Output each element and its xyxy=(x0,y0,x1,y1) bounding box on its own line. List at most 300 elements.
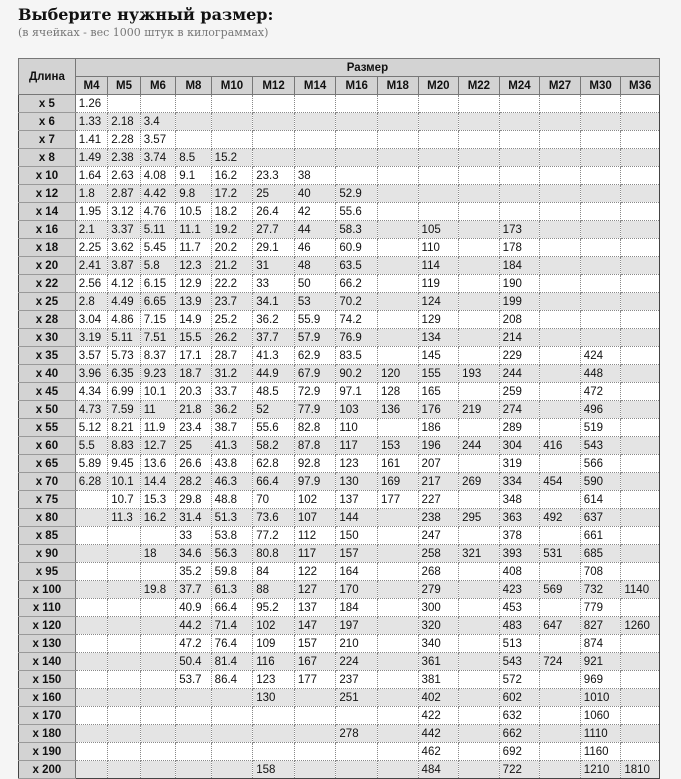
weight-cell xyxy=(540,257,581,275)
weight-cell: 137 xyxy=(294,599,336,617)
table-row xyxy=(19,455,660,473)
weight-cell: 70.2 xyxy=(336,293,378,311)
weight-cell xyxy=(75,707,107,725)
weight-cell xyxy=(621,113,660,131)
weight-cell: 105 xyxy=(418,221,459,239)
weight-cell: 20.2 xyxy=(211,239,253,257)
weight-cell: 145 xyxy=(418,347,459,365)
weight-cell xyxy=(108,707,140,725)
weight-cell xyxy=(580,293,621,311)
weight-cell xyxy=(540,401,581,419)
weight-cell: 484 xyxy=(418,761,459,779)
weight-cell xyxy=(621,509,660,527)
weight-cell xyxy=(621,275,660,293)
table-row xyxy=(19,95,660,113)
weight-cell xyxy=(377,707,418,725)
weight-cell: 279 xyxy=(418,581,459,599)
weight-cell xyxy=(499,131,540,149)
size-labels-row xyxy=(19,77,660,95)
weight-cell xyxy=(75,581,107,599)
weight-cell xyxy=(377,95,418,113)
weight-cell: 62.8 xyxy=(253,455,295,473)
weight-cell: 11 xyxy=(140,401,175,419)
weight-cell xyxy=(140,617,175,635)
weight-cell: 58.3 xyxy=(336,221,378,239)
length-label: x 7 xyxy=(19,131,76,149)
weight-cell xyxy=(377,167,418,185)
size-label-m4: M4 xyxy=(75,77,107,95)
weight-cell xyxy=(540,563,581,581)
weight-cell xyxy=(211,761,253,779)
weight-cell xyxy=(253,725,295,743)
weight-cell: 19.2 xyxy=(211,221,253,239)
weight-cell: 454 xyxy=(540,473,581,491)
table-row xyxy=(19,167,660,185)
weight-cell xyxy=(176,689,211,707)
weight-cell xyxy=(377,563,418,581)
weight-cell xyxy=(211,689,253,707)
weight-cell xyxy=(75,545,107,563)
weight-cell: 178 xyxy=(499,239,540,257)
weight-cell xyxy=(75,761,107,779)
weight-cell xyxy=(540,671,581,689)
table-row xyxy=(19,275,660,293)
weight-cell: 61.3 xyxy=(211,581,253,599)
weight-cell: 41.3 xyxy=(211,437,253,455)
weight-cell xyxy=(459,185,500,203)
weight-cell: 48.5 xyxy=(253,383,295,401)
weight-cell: 424 xyxy=(580,347,621,365)
weight-cell: 58.2 xyxy=(253,437,295,455)
weight-cell: 124 xyxy=(418,293,459,311)
weight-cell xyxy=(540,167,581,185)
weight-cell: 1110 xyxy=(580,725,621,743)
weight-cell xyxy=(294,689,336,707)
weight-cell: 321 xyxy=(459,545,500,563)
weight-cell xyxy=(336,95,378,113)
weight-cell: 827 xyxy=(580,617,621,635)
weight-cell xyxy=(75,491,107,509)
weight-cell xyxy=(377,311,418,329)
weight-cell: 17.2 xyxy=(211,185,253,203)
length-label: x 14 xyxy=(19,203,76,221)
weight-cell: 26.6 xyxy=(176,455,211,473)
weight-cell: 408 xyxy=(499,563,540,581)
weight-cell xyxy=(499,185,540,203)
length-label: x 18 xyxy=(19,239,76,257)
weight-cell xyxy=(540,527,581,545)
weight-cell: 8.21 xyxy=(108,419,140,437)
weight-cell: 16.2 xyxy=(211,167,253,185)
weight-cell: 86.4 xyxy=(211,671,253,689)
weight-cell xyxy=(377,725,418,743)
weight-cell: 53 xyxy=(294,293,336,311)
weight-cell xyxy=(621,383,660,401)
weight-cell: 361 xyxy=(418,653,459,671)
weight-cell: 57.9 xyxy=(294,329,336,347)
weight-cell: 722 xyxy=(499,761,540,779)
size-label-m10: M10 xyxy=(211,77,253,95)
weight-cell xyxy=(459,581,500,599)
weight-cell xyxy=(621,203,660,221)
weight-cell: 33.7 xyxy=(211,383,253,401)
weight-cell: 1.41 xyxy=(75,131,107,149)
weight-cell xyxy=(540,725,581,743)
length-label: x 22 xyxy=(19,275,76,293)
weight-cell: 110 xyxy=(336,419,378,437)
weight-cell: 2.25 xyxy=(75,239,107,257)
weight-cell: 1.33 xyxy=(75,113,107,131)
weight-cell xyxy=(108,599,140,617)
weight-cell xyxy=(418,149,459,167)
weight-cell: 23.4 xyxy=(176,419,211,437)
weight-cell: 112 xyxy=(294,527,336,545)
weight-cell: 278 xyxy=(336,725,378,743)
weight-cell: 5.45 xyxy=(140,239,175,257)
weight-cell: 448 xyxy=(580,365,621,383)
weight-cell xyxy=(540,365,581,383)
weight-cell: 95.2 xyxy=(253,599,295,617)
weight-cell: 70 xyxy=(253,491,295,509)
weight-cell: 472 xyxy=(580,383,621,401)
weight-cell: 27.7 xyxy=(253,221,295,239)
table-row xyxy=(19,329,660,347)
weight-cell xyxy=(540,185,581,203)
length-label: x 120 xyxy=(19,617,76,635)
weight-cell xyxy=(459,131,500,149)
weight-cell: 416 xyxy=(540,437,581,455)
weight-cell: 2.63 xyxy=(108,167,140,185)
weight-cell: 33 xyxy=(253,275,295,293)
weight-cell: 5.89 xyxy=(75,455,107,473)
weight-cell: 48 xyxy=(294,257,336,275)
weight-cell xyxy=(336,707,378,725)
weight-cell xyxy=(459,167,500,185)
weight-cell: 66.2 xyxy=(336,275,378,293)
weight-cell xyxy=(294,149,336,167)
weight-cell xyxy=(377,347,418,365)
table-row xyxy=(19,581,660,599)
weight-cell xyxy=(540,149,581,167)
weight-cell xyxy=(108,761,140,779)
weight-cell: 15.2 xyxy=(211,149,253,167)
weight-cell xyxy=(140,671,175,689)
weight-cell xyxy=(176,761,211,779)
size-label-m18: M18 xyxy=(377,77,418,95)
length-label: x 170 xyxy=(19,707,76,725)
weight-cell: 340 xyxy=(418,635,459,653)
length-label: x 180 xyxy=(19,725,76,743)
weight-cell xyxy=(540,455,581,473)
weight-cell: 109 xyxy=(253,635,295,653)
weight-cell: 3.12 xyxy=(108,203,140,221)
weight-cell: 295 xyxy=(459,509,500,527)
weight-cell xyxy=(580,329,621,347)
weight-cell: 4.76 xyxy=(140,203,175,221)
weight-cell xyxy=(377,275,418,293)
weight-cell: 2.87 xyxy=(108,185,140,203)
table-row xyxy=(19,635,660,653)
weight-cell xyxy=(540,689,581,707)
size-label-m22: M22 xyxy=(459,77,500,95)
table-row xyxy=(19,527,660,545)
table-row xyxy=(19,437,660,455)
weight-cell xyxy=(621,455,660,473)
weight-cell: 1260 xyxy=(621,617,660,635)
weight-cell: 177 xyxy=(377,491,418,509)
length-label: x 65 xyxy=(19,455,76,473)
weight-cell xyxy=(580,131,621,149)
weight-cell xyxy=(459,311,500,329)
length-label: x 75 xyxy=(19,491,76,509)
weight-cell xyxy=(540,293,581,311)
weight-cell: 569 xyxy=(540,581,581,599)
weight-cell: 11.1 xyxy=(176,221,211,239)
weight-cell xyxy=(621,347,660,365)
weight-cell xyxy=(580,257,621,275)
weight-cell: 15.3 xyxy=(140,491,175,509)
weight-cell: 2.28 xyxy=(108,131,140,149)
weight-cell xyxy=(459,221,500,239)
weight-cell: 144 xyxy=(336,509,378,527)
weight-cell: 38 xyxy=(294,167,336,185)
weight-cell: 6.35 xyxy=(108,365,140,383)
weight-cell: 23.3 xyxy=(253,167,295,185)
weight-cell xyxy=(294,707,336,725)
table-row xyxy=(19,149,660,167)
weight-cell xyxy=(499,149,540,167)
weight-cell xyxy=(336,761,378,779)
length-label: x 40 xyxy=(19,365,76,383)
weight-cell: 6.99 xyxy=(108,383,140,401)
weight-cell xyxy=(459,617,500,635)
weight-cell xyxy=(377,293,418,311)
size-label-m5: M5 xyxy=(108,77,140,95)
weight-cell: 157 xyxy=(336,545,378,563)
weight-cell: 4.08 xyxy=(140,167,175,185)
weight-cell: 708 xyxy=(580,563,621,581)
weight-cell: 97.1 xyxy=(336,383,378,401)
weight-cell: 123 xyxy=(253,671,295,689)
weight-cell: 128 xyxy=(377,383,418,401)
weight-cell: 81.4 xyxy=(211,653,253,671)
weight-cell: 59.8 xyxy=(211,563,253,581)
weight-cell: 62.9 xyxy=(294,347,336,365)
weight-cell: 531 xyxy=(540,545,581,563)
weight-cell: 2.41 xyxy=(75,257,107,275)
weight-cell xyxy=(621,491,660,509)
weight-cell: 8.37 xyxy=(140,347,175,365)
weight-cell xyxy=(75,653,107,671)
weight-cell: 462 xyxy=(418,743,459,761)
weight-cell: 14.4 xyxy=(140,473,175,491)
length-label: x 45 xyxy=(19,383,76,401)
weight-cell xyxy=(459,761,500,779)
weight-cell xyxy=(140,707,175,725)
weight-cell: 77.9 xyxy=(294,401,336,419)
weight-cell xyxy=(459,95,500,113)
weight-cell xyxy=(499,167,540,185)
weight-cell xyxy=(621,725,660,743)
weight-cell: 150 xyxy=(336,527,378,545)
length-label: x 60 xyxy=(19,437,76,455)
weight-cell: 71.4 xyxy=(211,617,253,635)
weight-cell: 43.8 xyxy=(211,455,253,473)
weight-cell xyxy=(211,113,253,131)
weight-cell: 102 xyxy=(253,617,295,635)
weight-cell: 177 xyxy=(294,671,336,689)
weight-cell: 55.6 xyxy=(253,419,295,437)
weight-cell xyxy=(621,149,660,167)
weight-cell xyxy=(377,509,418,527)
weight-cell: 84 xyxy=(253,563,295,581)
weight-cell: 44.9 xyxy=(253,365,295,383)
weight-cell: 25 xyxy=(176,437,211,455)
weight-cell: 1060 xyxy=(580,707,621,725)
weight-cell: 483 xyxy=(499,617,540,635)
weight-cell xyxy=(621,365,660,383)
length-label: x 130 xyxy=(19,635,76,653)
weight-cell xyxy=(540,113,581,131)
weight-cell: 25 xyxy=(253,185,295,203)
length-label: x 95 xyxy=(19,563,76,581)
weight-cell xyxy=(418,185,459,203)
weight-cell: 874 xyxy=(580,635,621,653)
weight-cell xyxy=(459,527,500,545)
weight-cell xyxy=(108,545,140,563)
weight-cell: 5.11 xyxy=(140,221,175,239)
weight-cell xyxy=(540,95,581,113)
weight-cell xyxy=(580,311,621,329)
weight-cell: 3.62 xyxy=(108,239,140,257)
weight-cell xyxy=(621,401,660,419)
weight-cell: 4.49 xyxy=(108,293,140,311)
weight-cell xyxy=(621,527,660,545)
weight-cell: 21.8 xyxy=(176,401,211,419)
weight-cell xyxy=(621,131,660,149)
weight-cell: 637 xyxy=(580,509,621,527)
weight-cell: 5.11 xyxy=(108,329,140,347)
weight-cell xyxy=(211,707,253,725)
weight-cell: 10.1 xyxy=(140,383,175,401)
length-label: x 25 xyxy=(19,293,76,311)
weight-cell: 35.2 xyxy=(176,563,211,581)
weight-cell: 31.4 xyxy=(176,509,211,527)
weight-cell xyxy=(621,437,660,455)
weight-cell xyxy=(377,239,418,257)
weight-cell: 40.9 xyxy=(176,599,211,617)
weight-cell xyxy=(336,113,378,131)
weight-cell: 647 xyxy=(540,617,581,635)
weight-cell xyxy=(621,185,660,203)
weight-cell xyxy=(294,761,336,779)
weight-cell xyxy=(75,617,107,635)
weight-cell: 31 xyxy=(253,257,295,275)
weight-cell xyxy=(211,131,253,149)
weight-cell: 34.1 xyxy=(253,293,295,311)
weight-cell xyxy=(459,203,500,221)
weight-cell: 2.1 xyxy=(75,221,107,239)
weight-cell: 402 xyxy=(418,689,459,707)
weight-cell xyxy=(108,653,140,671)
size-label-m24: M24 xyxy=(499,77,540,95)
length-label: x 90 xyxy=(19,545,76,563)
weight-cell xyxy=(253,131,295,149)
weight-cell: 3.37 xyxy=(108,221,140,239)
weight-cell xyxy=(75,725,107,743)
weight-cell: 76.4 xyxy=(211,635,253,653)
weight-cell xyxy=(459,257,500,275)
weight-cell: 8.5 xyxy=(176,149,211,167)
weight-cell: 614 xyxy=(580,491,621,509)
weight-cell: 20.3 xyxy=(176,383,211,401)
weight-cell: 19.8 xyxy=(140,581,175,599)
weight-cell: 219 xyxy=(459,401,500,419)
weight-cell xyxy=(540,383,581,401)
weight-cell: 237 xyxy=(336,671,378,689)
weight-cell: 1.26 xyxy=(75,95,107,113)
weight-cell: 74.2 xyxy=(336,311,378,329)
weight-cell: 3.96 xyxy=(75,365,107,383)
weight-cell xyxy=(459,653,500,671)
length-label: x 140 xyxy=(19,653,76,671)
size-header: Размер xyxy=(75,59,659,77)
weight-cell xyxy=(294,743,336,761)
weight-cell xyxy=(377,581,418,599)
weight-cell: 77.2 xyxy=(253,527,295,545)
weight-cell: 244 xyxy=(459,437,500,455)
weight-cell: 147 xyxy=(294,617,336,635)
weight-cell: 53.8 xyxy=(211,527,253,545)
weight-cell: 29.1 xyxy=(253,239,295,257)
weight-cell: 348 xyxy=(499,491,540,509)
size-label-m8: M8 xyxy=(176,77,211,95)
weight-cell: 259 xyxy=(499,383,540,401)
weight-cell xyxy=(459,419,500,437)
length-label: x 80 xyxy=(19,509,76,527)
size-label-m14: M14 xyxy=(294,77,336,95)
weight-cell xyxy=(621,707,660,725)
table-row xyxy=(19,221,660,239)
table-row xyxy=(19,185,660,203)
weight-cell xyxy=(459,347,500,365)
weight-cell xyxy=(377,185,418,203)
weight-cell xyxy=(377,149,418,167)
weight-cell: 184 xyxy=(336,599,378,617)
size-label-m6: M6 xyxy=(140,77,175,95)
weight-cell xyxy=(253,149,295,167)
weight-cell: 46 xyxy=(294,239,336,257)
length-label: x 6 xyxy=(19,113,76,131)
weight-cell xyxy=(540,221,581,239)
length-label: x 190 xyxy=(19,743,76,761)
weight-cell: 130 xyxy=(253,689,295,707)
weight-cell: 543 xyxy=(499,653,540,671)
weight-cell: 103 xyxy=(336,401,378,419)
weight-cell: 73.6 xyxy=(253,509,295,527)
weight-cell: 44 xyxy=(294,221,336,239)
table-row xyxy=(19,401,660,419)
weight-cell: 46.3 xyxy=(211,473,253,491)
table-row xyxy=(19,725,660,743)
length-label: x 20 xyxy=(19,257,76,275)
weight-cell xyxy=(540,329,581,347)
table-row xyxy=(19,761,660,779)
weight-cell: 210 xyxy=(336,635,378,653)
weight-cell: 3.04 xyxy=(75,311,107,329)
weight-cell: 3.74 xyxy=(140,149,175,167)
weight-cell: 661 xyxy=(580,527,621,545)
